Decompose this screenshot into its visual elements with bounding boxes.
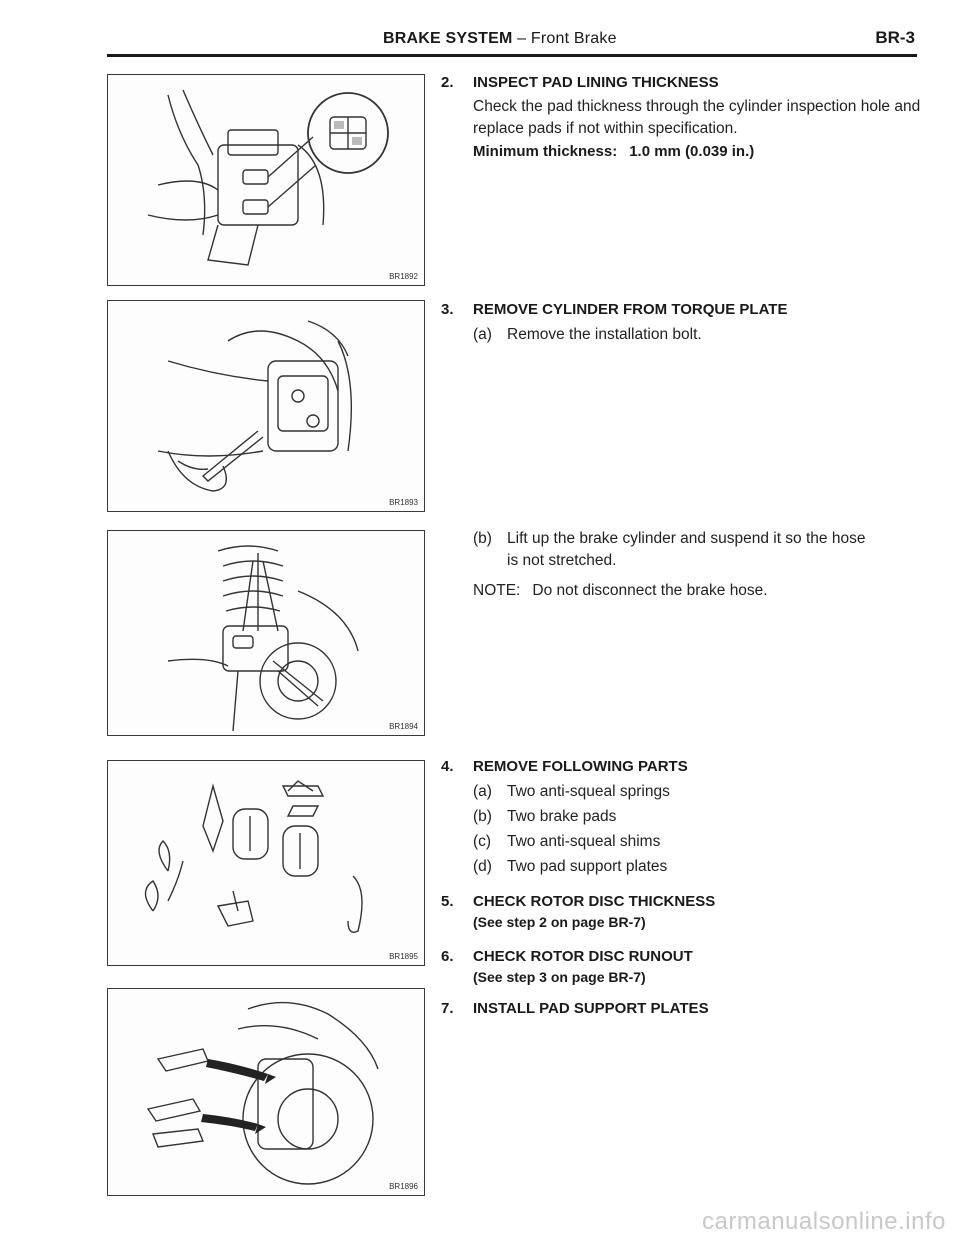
step-5-ref: (See step 2 on page BR-7) bbox=[473, 914, 646, 930]
sub-mark: (c) bbox=[473, 833, 492, 850]
install-support-plates-illustration bbox=[108, 989, 425, 1196]
figure-pad-inspection bbox=[107, 74, 425, 286]
step-number: 5. bbox=[441, 893, 454, 910]
step-title: REMOVE FOLLOWING PARTS bbox=[473, 758, 688, 775]
step-4-heading bbox=[441, 758, 688, 775]
step-number: 7. bbox=[441, 1000, 454, 1017]
step-6-heading bbox=[441, 948, 693, 965]
sub-mark: (b) bbox=[473, 808, 492, 825]
step-number: 6. bbox=[441, 948, 454, 965]
suspended-caliper-illustration bbox=[108, 531, 425, 736]
step-5-heading bbox=[441, 893, 715, 910]
step-3b bbox=[473, 528, 923, 572]
step-2-text: Check the pad thickness through the cylinder inspection hole and replace pads if not within specification. bbox=[473, 98, 921, 137]
brake-parts-illustration bbox=[108, 761, 425, 966]
step-4b bbox=[473, 808, 616, 826]
step-4a bbox=[473, 783, 670, 801]
sub-mark: (d) bbox=[473, 858, 492, 875]
note-label: NOTE: bbox=[473, 582, 521, 599]
step-title: INSTALL PAD SUPPORT PLATES bbox=[473, 1000, 709, 1017]
step-3a bbox=[473, 326, 702, 344]
sub-text: Two anti-squeal springs bbox=[507, 783, 670, 800]
figure-code: BR1895 bbox=[389, 952, 418, 961]
sub-text: Remove the installation bolt. bbox=[507, 326, 702, 343]
step-3-note bbox=[473, 582, 768, 600]
header-rule bbox=[107, 54, 917, 57]
page-header bbox=[107, 30, 917, 52]
page-number: BR-3 bbox=[875, 28, 915, 47]
figure-remove-bolt bbox=[107, 300, 425, 512]
step-4d bbox=[473, 858, 667, 876]
wrench-bolt-illustration bbox=[108, 301, 425, 512]
figure-code: BR1896 bbox=[389, 1182, 418, 1191]
step-6-ref: (See step 3 on page BR-7) bbox=[473, 969, 646, 985]
step-title: INSPECT PAD LINING THICKNESS bbox=[473, 74, 719, 91]
figure-install-plates bbox=[107, 988, 425, 1196]
step-4c bbox=[473, 833, 660, 851]
watermark-text: carmanualsonline.info bbox=[702, 1208, 946, 1235]
step-title: CHECK ROTOR DISC THICKNESS bbox=[473, 893, 716, 910]
step-7-heading bbox=[441, 1000, 709, 1017]
sub-text: Two brake pads bbox=[507, 808, 617, 825]
sub-text: Two anti-squeal shims bbox=[507, 833, 661, 850]
note-text: Do not disconnect the brake hose. bbox=[532, 582, 768, 599]
figure-pad-parts bbox=[107, 760, 425, 966]
min-thickness-spec bbox=[473, 143, 754, 160]
figure-code: BR1893 bbox=[389, 498, 418, 507]
step-number: 2. bbox=[441, 74, 454, 91]
caliper-inspection-illustration bbox=[108, 75, 425, 286]
section-title: BRAKE SYSTEM – Front Brake bbox=[383, 30, 617, 47]
figure-code: BR1894 bbox=[389, 722, 418, 731]
step-2-heading bbox=[441, 74, 719, 91]
sub-mark: (a) bbox=[473, 326, 492, 343]
sub-text-cont: is not stretched. bbox=[507, 552, 617, 569]
step-title: CHECK ROTOR DISC RUNOUT bbox=[473, 948, 693, 965]
step-number: 3. bbox=[441, 301, 454, 318]
spec-value: 1.0 mm (0.039 in.) bbox=[629, 143, 755, 160]
step-title: REMOVE CYLINDER FROM TORQUE PLATE bbox=[473, 301, 788, 318]
sub-text: Two pad support plates bbox=[507, 858, 668, 875]
spec-label: Minimum thickness: bbox=[473, 143, 618, 160]
figure-suspend-cylinder bbox=[107, 530, 425, 736]
figure-code: BR1892 bbox=[389, 272, 418, 281]
step-number: 4. bbox=[441, 758, 454, 775]
step-3-heading bbox=[441, 301, 787, 318]
sub-mark: (b) bbox=[473, 530, 492, 547]
sub-mark: (a) bbox=[473, 783, 492, 800]
sub-text: Lift up the brake cylinder and suspend it so the hose bbox=[507, 530, 866, 547]
